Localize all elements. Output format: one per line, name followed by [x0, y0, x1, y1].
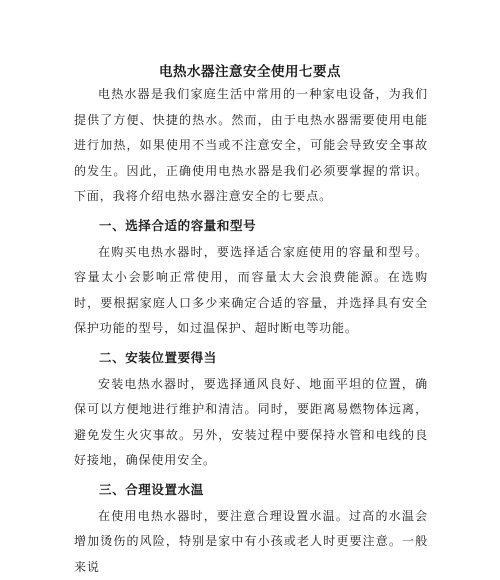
section-2	[74, 344, 428, 474]
section-paragraph: 安装电热水器时，要选择通风良好、地面平坦的位置，确保可以方便地进行维护和清洁。同时，要距离易燃物体远离，避免发生火灾事故。另外，安装过程中要保持水管和电线的良好接地，确保使用安全。	[74, 372, 428, 474]
section-paragraph: 在使用电热水器时，要注意合理设置水温。过高的水温会增加烫伤的风险，特别是家中有小孩或老人时更要注意。一般来说	[74, 504, 428, 580]
section-heading: 三、合理设置水温	[74, 476, 428, 503]
section-1	[74, 212, 428, 342]
section-paragraph: 在购买电热水器时，要选择适合家庭使用的容量和型号。容量太小会影响正常使用，而容量太大会浪费能源。在选购时，要根据家庭人口多少来确定合适的容量，并选择具有安全保护功能的型号，如过温保护、超时断电等功能。	[74, 240, 428, 342]
document-title: 电热水器注意安全使用七要点	[0, 60, 500, 80]
section-heading: 一、选择合适的容量和型号	[74, 212, 428, 239]
document-body	[74, 82, 428, 580]
section-3	[74, 476, 428, 580]
intro-paragraph: 电热水器是我们家庭生活中常用的一种家电设备，为我们提供了方便、快捷的热水。然而，由于电热水器需要使用电能进行加热，如果使用不当或不注意安全，可能会导致安全事故的发生。因此，正确使用电热水器是我们必须要掌握的常识。下面，我将介绍电热水器注意安全的七要点。	[74, 82, 428, 210]
section-heading: 二、安装位置要得当	[74, 344, 428, 371]
